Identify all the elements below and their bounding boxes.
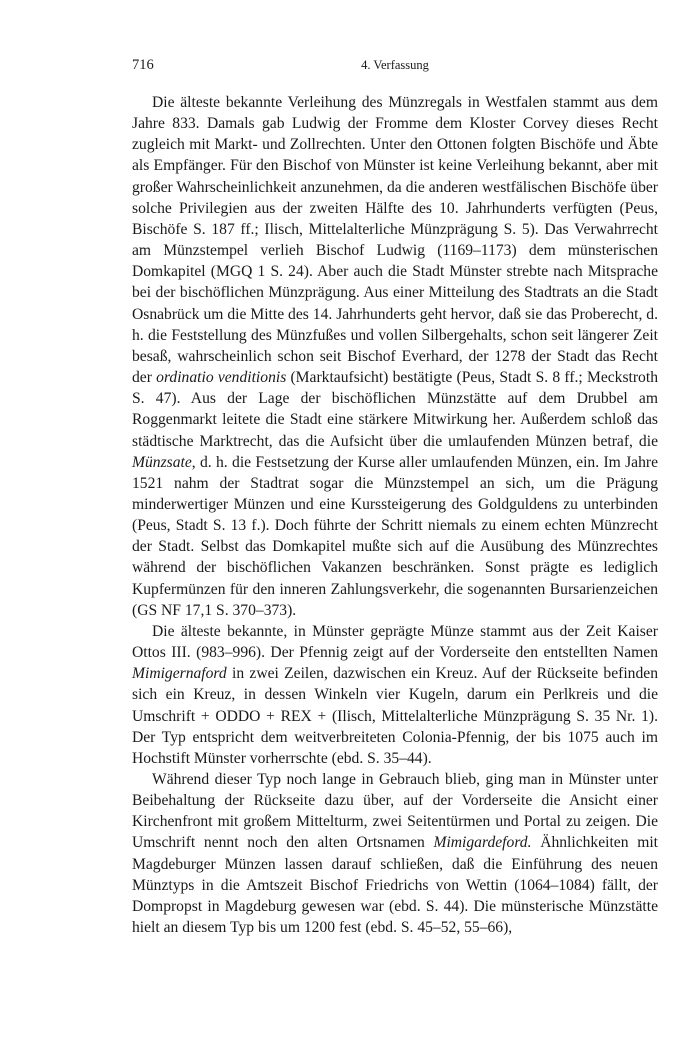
section-title: 4. Verfassung: [361, 58, 429, 72]
paragraph-1: [132, 92, 658, 621]
text-segment: Während dieser Typ noch lange in Gebrauch blieb, ging man in Münster unter Beibehaltung der Rückseite dazu über, auf der Vorderseite die Ansicht einer Kirchenfront mit großem Mittelturm, zwei Seitentürmen und Portal zu zeigen. Die Umschrift nennt noch den alten Ortsnamen: [132, 771, 658, 852]
text-segment: Ähnlichkeiten mit Magdeburger Münzen lassen darauf schließen, daß die Einführung des neuen Münztyps in die Amtszeit Bischof Friedrichs von Wettin (1064–1084) fällt, der Dompropst in Magdeburg gewesen war (ebd. S. 44). Die münsterische Münzstätte hielt an diesem Typ bis um 1200 fest (ebd. S. 45–52, 55–66),: [132, 834, 658, 937]
italic-term: Mimigardeford.: [433, 834, 532, 852]
body-text: [132, 92, 658, 938]
italic-term: Mimigernaford: [132, 665, 227, 683]
italic-term: Münzsate: [132, 453, 192, 471]
text-segment: in zwei Zeilen, dazwischen ein Kreuz. Auf der Rückseite befinden sich ein Kreuz, in dessen Winkeln vier Kugeln, darum ein Perlkreis und die Umschrift + ODDO + REX + (Ilisch, Mittelalterliche Münzprägung S. 35 Nr. 1). Der Typ entspricht dem weitverbreiteten Colonia-Pfennig, der bis 1075 auch im Hochstift Münster vorherrschte (ebd. S. 35–44).: [132, 665, 658, 767]
page-number: 716: [132, 57, 154, 73]
italic-term: ordinatio venditionis: [156, 369, 287, 387]
text-segment: Die älteste bekannte, in Münster geprägte Münze stammt aus der Zeit Kaiser Ottos III. (983–996). Der Pfennig zeigt auf der Vorderseite den entstellten Namen: [132, 622, 658, 662]
paragraph-2: [132, 621, 658, 769]
text-segment: (Marktaufsicht) bestätigte (Peus, Stadt S. 8 ff.; Meckstroth S. 47). Aus der Lage der bischöflichen Münzstätte auf dem Drubbel am Roggenmarkt leitete die Stadt eine stärkere Mitwirkung her. Außerdem schloß das städtische Marktrecht, das die Aufsicht über die umlaufenden Münzen betraf, die: [132, 369, 658, 450]
running-head: [132, 57, 658, 77]
text-segment: , d. h. die Festsetzung der Kurse aller umlaufenden Münzen, ein. Im Jahre 1521 nahm der Stadtrat sogar die Münzstempel an sich, um die Prägung minderwertiger Münzen und eine Kurssteigerung des Goldguldens zu unterbinden (Peus, Stadt S. 13 f.). Doch führte der Schritt niemals zu einem echten Münzrecht der Stadt. Selbst das Domkapitel mußte sich auf die Ausübung des Münzrechtes während der bischöflichen Vakanzen beschränken. Sonst prägte es lediglich Kupfermünzen für den inneren Zahlungsverkehr, die sogenannten Bursarienzeichen (GS NF 17,1 S. 370–373).: [132, 453, 658, 619]
paragraph-3: [132, 769, 658, 938]
text-segment: Die älteste bekannte Verleihung des Münzregals in Westfalen stammt aus dem Jahre 833. Damals gab Ludwig der Fromme dem Kloster Corvey dieses Recht zugleich mit Markt- und Zollrechten. Unter den Ottonen folgten Bischöfe und Äbte als Empfänger. Für den Bischof von Münster ist keine Verleihung bekannt, aber mit großer Wahrscheinlichkeit anzunehmen, da die anderen westfälischen Bischöfe über solche Privilegien aus der zweiten Hälfte des 10. Jahrhunderts verfügten (Peus, Bischöfe S. 187 ff.; Ilisch, Mittelalterliche Münzprägung S. 5). Das Verwahrrecht am Münzstempel verlieh Bischof Ludwig (1169–1173) dem münsterischen Domkapitel (MGQ 1 S. 24). Aber auch die Stadt Münster strebte nach Mitsprache bei der bischöflichen Münzprägung. Aus einer Mitteilung des Stadtrats an die Stadt Osnabrück um die Mitte des 14. Jahrhunderts geht hervor, daß sie das Proberecht, d. h. die Feststellung des Münzfußes und vollen Silbergehalts, schon seit längerer Zeit besaß, wahrscheinlich schon seit Bischof Everhard, der 1278 der Stadt das Recht der: [132, 94, 658, 387]
